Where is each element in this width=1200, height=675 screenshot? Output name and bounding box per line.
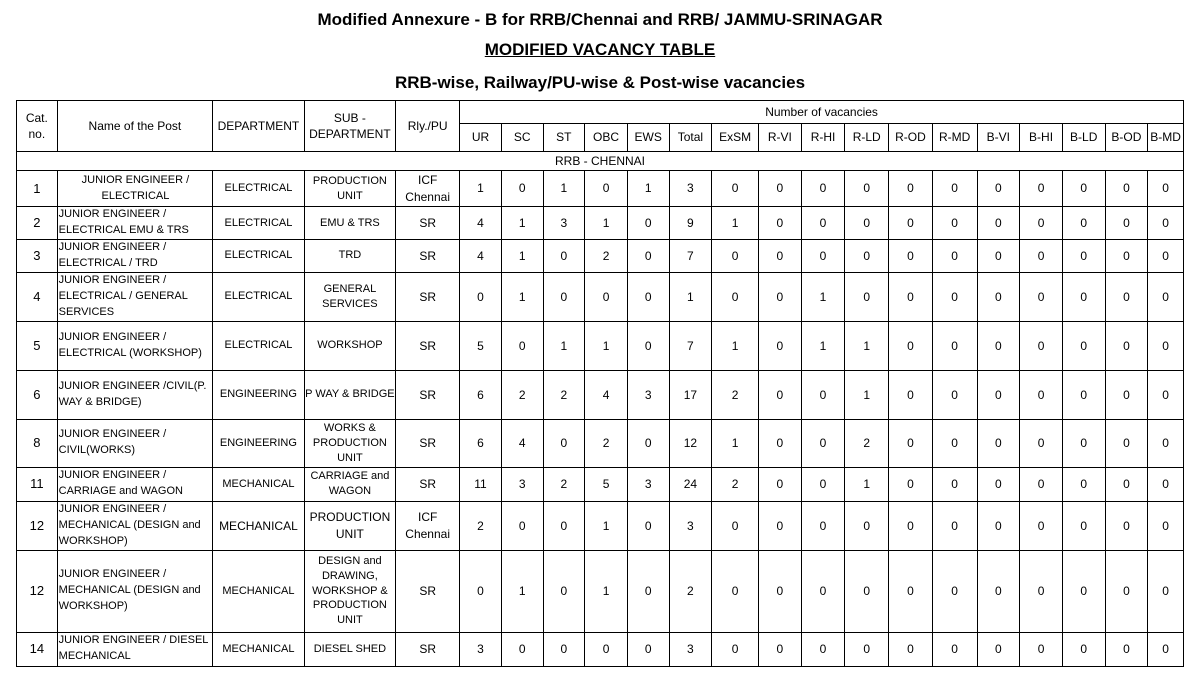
value-cell-exsm: 0 <box>712 632 759 666</box>
rly-cell: SR <box>396 321 460 370</box>
value-cell-b-ld: 0 <box>1062 171 1105 207</box>
value-cell-st: 1 <box>543 321 585 370</box>
sub-department-cell: PRODUCTION UNIT <box>304 171 395 207</box>
value-cell-r-ld: 0 <box>845 171 889 207</box>
value-cell-r-od: 0 <box>889 467 933 501</box>
rly-cell: ICF Chennai <box>396 501 460 550</box>
value-cell-r-md: 0 <box>932 207 977 240</box>
value-cell-r-hi: 0 <box>801 419 845 467</box>
value-cell-total: 9 <box>669 207 712 240</box>
value-cell-r-od: 0 <box>889 501 933 550</box>
value-cell-total: 3 <box>669 171 712 207</box>
rly-cell: SR <box>396 632 460 666</box>
value-cell-b-od: 0 <box>1105 501 1148 550</box>
value-cell-b-hi: 0 <box>1020 550 1063 632</box>
value-cell-b-hi: 0 <box>1020 501 1063 550</box>
header-number-of-vacancies: Number of vacancies <box>460 101 1184 124</box>
value-cell-r-ld: 0 <box>845 207 889 240</box>
value-cell-r-hi: 0 <box>801 207 845 240</box>
value-cell-b-od: 0 <box>1105 370 1148 419</box>
value-cell-r-vi: 0 <box>758 419 801 467</box>
value-cell-r-od: 0 <box>889 419 933 467</box>
value-cell-b-md: 0 <box>1148 207 1184 240</box>
value-cell-b-ld: 0 <box>1062 419 1105 467</box>
value-cell-r-hi: 0 <box>801 171 845 207</box>
department-cell: ENGINEERING <box>213 370 304 419</box>
value-cell-sc: 0 <box>501 501 543 550</box>
table-title: MODIFIED VACANCY TABLE <box>484 40 716 59</box>
value-cell-r-od: 0 <box>889 239 933 272</box>
value-cell-st: 0 <box>543 272 585 321</box>
rly-cell: SR <box>396 467 460 501</box>
value-cell-total: 24 <box>669 467 712 501</box>
header-col-sc: SC <box>501 124 543 152</box>
value-cell-obc: 1 <box>585 207 628 240</box>
value-cell-ur: 3 <box>460 632 502 666</box>
value-cell-b-od: 0 <box>1105 632 1148 666</box>
table-row <box>17 501 1184 550</box>
value-cell-r-od: 0 <box>889 272 933 321</box>
department-cell: MECHANICAL <box>213 550 304 632</box>
sub-department-cell: DIESEL SHED <box>304 632 395 666</box>
post-name-cell: JUNIOR ENGINEER /CIVIL(P. WAY & BRIDGE) <box>57 370 213 419</box>
value-cell-b-md: 0 <box>1148 467 1184 501</box>
rly-cell: SR <box>396 207 460 240</box>
rly-cell: SR <box>396 550 460 632</box>
value-cell-r-hi: 1 <box>801 272 845 321</box>
header-col-st: ST <box>543 124 585 152</box>
value-cell-b-md: 0 <box>1148 501 1184 550</box>
department-cell: ELECTRICAL <box>213 321 304 370</box>
cat-no-cell: 4 <box>17 272 58 321</box>
value-cell-b-vi: 0 <box>977 467 1020 501</box>
value-cell-b-hi: 0 <box>1020 321 1063 370</box>
value-cell-exsm: 0 <box>712 272 759 321</box>
value-cell-r-md: 0 <box>932 550 977 632</box>
header-col-ews: EWS <box>627 124 669 152</box>
value-cell-st: 0 <box>543 419 585 467</box>
header-sub-department: SUB - DEPARTMENT <box>304 101 395 152</box>
value-cell-b-md: 0 <box>1148 419 1184 467</box>
value-cell-r-hi: 0 <box>801 632 845 666</box>
post-name-cell: JUNIOR ENGINEER / CIVIL(WORKS) <box>57 419 213 467</box>
section-row <box>17 152 1184 171</box>
header-col-b-vi: B-VI <box>977 124 1020 152</box>
value-cell-b-od: 0 <box>1105 467 1148 501</box>
header-col-b-ld: B-LD <box>1062 124 1105 152</box>
value-cell-r-ld: 1 <box>845 321 889 370</box>
table-row <box>17 467 1184 501</box>
value-cell-obc: 1 <box>585 321 628 370</box>
value-cell-b-od: 0 <box>1105 419 1148 467</box>
value-cell-r-md: 0 <box>932 501 977 550</box>
value-cell-r-md: 0 <box>932 321 977 370</box>
value-cell-b-vi: 0 <box>977 632 1020 666</box>
value-cell-ews: 0 <box>627 501 669 550</box>
post-name-cell: JUNIOR ENGINEER / ELECTRICAL EMU & TRS <box>57 207 213 240</box>
value-cell-total: 3 <box>669 501 712 550</box>
value-cell-ur: 5 <box>460 321 502 370</box>
value-cell-st: 3 <box>543 207 585 240</box>
department-cell: ELECTRICAL <box>213 272 304 321</box>
value-cell-r-ld: 1 <box>845 467 889 501</box>
value-cell-b-vi: 0 <box>977 550 1020 632</box>
value-cell-st: 1 <box>543 171 585 207</box>
value-cell-ews: 0 <box>627 632 669 666</box>
value-cell-r-ld: 0 <box>845 550 889 632</box>
value-cell-b-hi: 0 <box>1020 171 1063 207</box>
header-col-r-od: R-OD <box>889 124 933 152</box>
value-cell-r-vi: 0 <box>758 321 801 370</box>
value-cell-ur: 6 <box>460 419 502 467</box>
sub-department-cell: WORKS & PRODUCTION UNIT <box>304 419 395 467</box>
value-cell-b-hi: 0 <box>1020 370 1063 419</box>
value-cell-r-od: 0 <box>889 370 933 419</box>
value-cell-r-hi: 0 <box>801 501 845 550</box>
value-cell-r-vi: 0 <box>758 239 801 272</box>
header-col-b-hi: B-HI <box>1020 124 1063 152</box>
value-cell-b-vi: 0 <box>977 207 1020 240</box>
value-cell-st: 0 <box>543 239 585 272</box>
post-name-cell: JUNIOR ENGINEER / ELECTRICAL / TRD <box>57 239 213 272</box>
value-cell-sc: 1 <box>501 272 543 321</box>
value-cell-r-vi: 0 <box>758 467 801 501</box>
value-cell-r-vi: 0 <box>758 272 801 321</box>
table-row <box>17 321 1184 370</box>
table-row <box>17 207 1184 240</box>
value-cell-b-ld: 0 <box>1062 632 1105 666</box>
post-name-cell: JUNIOR ENGINEER / MECHANICAL (DESIGN and WORKSHOP) <box>57 550 213 632</box>
value-cell-r-md: 0 <box>932 467 977 501</box>
header-col-r-hi: R-HI <box>801 124 845 152</box>
vacancy-table <box>16 100 1184 667</box>
cat-no-cell: 14 <box>17 632 58 666</box>
post-name-cell: JUNIOR ENGINEER / CARRIAGE and WAGON <box>57 467 213 501</box>
value-cell-b-od: 0 <box>1105 272 1148 321</box>
value-cell-obc: 2 <box>585 239 628 272</box>
department-cell: ELECTRICAL <box>213 239 304 272</box>
value-cell-exsm: 1 <box>712 419 759 467</box>
value-cell-obc: 1 <box>585 501 628 550</box>
value-cell-exsm: 2 <box>712 467 759 501</box>
cat-no-cell: 11 <box>17 467 58 501</box>
value-cell-r-ld: 0 <box>845 239 889 272</box>
sub-department-cell: P WAY & BRIDGE <box>304 370 395 419</box>
value-cell-exsm: 0 <box>712 171 759 207</box>
header-col-ur: UR <box>460 124 502 152</box>
value-cell-b-vi: 0 <box>977 501 1020 550</box>
cat-no-cell: 2 <box>17 207 58 240</box>
value-cell-r-hi: 0 <box>801 370 845 419</box>
value-cell-total: 17 <box>669 370 712 419</box>
value-cell-obc: 0 <box>585 171 628 207</box>
rly-cell: SR <box>396 272 460 321</box>
value-cell-r-ld: 0 <box>845 501 889 550</box>
value-cell-b-md: 0 <box>1148 321 1184 370</box>
value-cell-r-hi: 1 <box>801 321 845 370</box>
value-cell-r-od: 0 <box>889 321 933 370</box>
value-cell-total: 2 <box>669 550 712 632</box>
value-cell-b-vi: 0 <box>977 321 1020 370</box>
value-cell-b-ld: 0 <box>1062 321 1105 370</box>
post-name-cell: JUNIOR ENGINEER / DIESEL MECHANICAL <box>57 632 213 666</box>
value-cell-r-hi: 0 <box>801 239 845 272</box>
value-cell-r-od: 0 <box>889 550 933 632</box>
value-cell-b-md: 0 <box>1148 272 1184 321</box>
sub-department-cell: CARRIAGE and WAGON <box>304 467 395 501</box>
value-cell-sc: 1 <box>501 550 543 632</box>
header-col-b-od: B-OD <box>1105 124 1148 152</box>
department-cell: ENGINEERING <box>213 419 304 467</box>
value-cell-st: 0 <box>543 550 585 632</box>
header-rly: Rly./PU <box>396 101 460 152</box>
value-cell-sc: 2 <box>501 370 543 419</box>
sub-department-cell: PRODUCTION UNIT <box>304 501 395 550</box>
value-cell-sc: 0 <box>501 171 543 207</box>
value-cell-b-ld: 0 <box>1062 239 1105 272</box>
value-cell-st: 2 <box>543 467 585 501</box>
table-row <box>17 239 1184 272</box>
cat-no-cell: 12 <box>17 501 58 550</box>
post-name-cell: JUNIOR ENGINEER / ELECTRICAL <box>57 171 213 207</box>
value-cell-b-hi: 0 <box>1020 239 1063 272</box>
value-cell-ews: 0 <box>627 419 669 467</box>
cat-no-cell: 12 <box>17 550 58 632</box>
value-cell-sc: 4 <box>501 419 543 467</box>
value-cell-total: 3 <box>669 632 712 666</box>
value-cell-exsm: 0 <box>712 501 759 550</box>
value-cell-exsm: 2 <box>712 370 759 419</box>
header-post: Name of the Post <box>57 101 213 152</box>
value-cell-total: 7 <box>669 239 712 272</box>
value-cell-r-hi: 0 <box>801 550 845 632</box>
value-cell-b-od: 0 <box>1105 171 1148 207</box>
value-cell-b-ld: 0 <box>1062 550 1105 632</box>
department-cell: MECHANICAL <box>213 501 304 550</box>
header-col-total: Total <box>669 124 712 152</box>
value-cell-ur: 0 <box>460 272 502 321</box>
value-cell-obc: 4 <box>585 370 628 419</box>
department-cell: MECHANICAL <box>213 632 304 666</box>
sub-department-cell: GENERAL SERVICES <box>304 272 395 321</box>
value-cell-obc: 0 <box>585 632 628 666</box>
value-cell-st: 0 <box>543 632 585 666</box>
value-cell-ur: 0 <box>460 550 502 632</box>
value-cell-b-ld: 0 <box>1062 501 1105 550</box>
value-cell-ur: 4 <box>460 239 502 272</box>
value-cell-r-ld: 0 <box>845 632 889 666</box>
header-col-r-ld: R-LD <box>845 124 889 152</box>
value-cell-r-vi: 0 <box>758 501 801 550</box>
cat-no-cell: 3 <box>17 239 58 272</box>
value-cell-r-vi: 0 <box>758 632 801 666</box>
value-cell-b-md: 0 <box>1148 171 1184 207</box>
value-cell-total: 7 <box>669 321 712 370</box>
value-cell-b-ld: 0 <box>1062 207 1105 240</box>
value-cell-obc: 5 <box>585 467 628 501</box>
value-cell-sc: 1 <box>501 239 543 272</box>
sub-department-cell: TRD <box>304 239 395 272</box>
value-cell-sc: 3 <box>501 467 543 501</box>
value-cell-exsm: 1 <box>712 207 759 240</box>
value-cell-b-hi: 0 <box>1020 419 1063 467</box>
value-cell-ur: 2 <box>460 501 502 550</box>
value-cell-b-hi: 0 <box>1020 632 1063 666</box>
value-cell-r-vi: 0 <box>758 550 801 632</box>
value-cell-ews: 3 <box>627 467 669 501</box>
table-row <box>17 632 1184 666</box>
table-row <box>17 370 1184 419</box>
department-cell: ELECTRICAL <box>213 171 304 207</box>
value-cell-obc: 0 <box>585 272 628 321</box>
sub-department-cell: DESIGN and DRAWING, WORKSHOP & PRODUCTION UNIT <box>304 550 395 632</box>
value-cell-b-hi: 0 <box>1020 272 1063 321</box>
cat-no-cell: 8 <box>17 419 58 467</box>
value-cell-b-hi: 0 <box>1020 467 1063 501</box>
value-cell-ur: 4 <box>460 207 502 240</box>
value-cell-r-ld: 1 <box>845 370 889 419</box>
table-row <box>17 272 1184 321</box>
value-cell-b-md: 0 <box>1148 370 1184 419</box>
value-cell-ews: 0 <box>627 207 669 240</box>
value-cell-ews: 0 <box>627 272 669 321</box>
value-cell-b-vi: 0 <box>977 419 1020 467</box>
table-subtitle: RRB-wise, Railway/PU-wise & Post-wise vacancies <box>394 73 806 92</box>
department-cell: MECHANICAL <box>213 467 304 501</box>
value-cell-b-od: 0 <box>1105 550 1148 632</box>
value-cell-b-od: 0 <box>1105 239 1148 272</box>
section-label: RRB - CHENNAI <box>17 152 1184 171</box>
rly-cell: SR <box>396 419 460 467</box>
cat-no-cell: 6 <box>17 370 58 419</box>
value-cell-obc: 2 <box>585 419 628 467</box>
value-cell-b-md: 0 <box>1148 632 1184 666</box>
value-cell-ews: 0 <box>627 321 669 370</box>
value-cell-b-vi: 0 <box>977 272 1020 321</box>
post-name-cell: JUNIOR ENGINEER / ELECTRICAL (WORKSHOP) <box>57 321 213 370</box>
value-cell-ur: 1 <box>460 171 502 207</box>
table-row <box>17 419 1184 467</box>
value-cell-r-hi: 0 <box>801 467 845 501</box>
value-cell-r-md: 0 <box>932 370 977 419</box>
value-cell-b-vi: 0 <box>977 239 1020 272</box>
value-cell-r-ld: 2 <box>845 419 889 467</box>
value-cell-b-vi: 0 <box>977 370 1020 419</box>
value-cell-sc: 1 <box>501 207 543 240</box>
value-cell-r-vi: 0 <box>758 207 801 240</box>
value-cell-r-od: 0 <box>889 171 933 207</box>
value-cell-r-md: 0 <box>932 239 977 272</box>
value-cell-sc: 0 <box>501 321 543 370</box>
value-cell-r-md: 0 <box>932 171 977 207</box>
value-cell-exsm: 0 <box>712 550 759 632</box>
header-col-obc: OBC <box>585 124 628 152</box>
value-cell-exsm: 0 <box>712 239 759 272</box>
document-title: Modified Annexure - B for RRB/Chennai and RRB/ JAMMU-SRINAGAR <box>317 10 883 29</box>
value-cell-ews: 1 <box>627 171 669 207</box>
value-cell-r-vi: 0 <box>758 370 801 419</box>
value-cell-r-md: 0 <box>932 632 977 666</box>
value-cell-st: 0 <box>543 501 585 550</box>
value-cell-r-md: 0 <box>932 419 977 467</box>
value-cell-st: 2 <box>543 370 585 419</box>
value-cell-b-vi: 0 <box>977 171 1020 207</box>
sub-department-cell: EMU & TRS <box>304 207 395 240</box>
sub-department-cell: WORKSHOP <box>304 321 395 370</box>
rly-cell: SR <box>396 370 460 419</box>
value-cell-ews: 3 <box>627 370 669 419</box>
value-cell-b-hi: 0 <box>1020 207 1063 240</box>
table-row <box>17 171 1184 207</box>
value-cell-ur: 11 <box>460 467 502 501</box>
value-cell-b-ld: 0 <box>1062 467 1105 501</box>
header-cat-no: Cat. no. <box>17 101 58 152</box>
value-cell-r-ld: 0 <box>845 272 889 321</box>
post-name-cell: JUNIOR ENGINEER / ELECTRICAL / GENERAL SERVICES <box>57 272 213 321</box>
value-cell-ews: 0 <box>627 239 669 272</box>
value-cell-b-od: 0 <box>1105 207 1148 240</box>
value-cell-b-md: 0 <box>1148 239 1184 272</box>
cat-no-cell: 1 <box>17 171 58 207</box>
value-cell-ews: 0 <box>627 550 669 632</box>
value-cell-sc: 0 <box>501 632 543 666</box>
value-cell-ur: 6 <box>460 370 502 419</box>
header-col-b-md: B-MD <box>1148 124 1184 152</box>
rly-cell: SR <box>396 239 460 272</box>
header-department: DEPARTMENT <box>213 101 304 152</box>
value-cell-obc: 1 <box>585 550 628 632</box>
value-cell-b-ld: 0 <box>1062 370 1105 419</box>
table-row <box>17 550 1184 632</box>
header-col-exsm: ExSM <box>712 124 759 152</box>
value-cell-r-od: 0 <box>889 632 933 666</box>
value-cell-r-vi: 0 <box>758 171 801 207</box>
value-cell-exsm: 1 <box>712 321 759 370</box>
value-cell-b-ld: 0 <box>1062 272 1105 321</box>
value-cell-r-md: 0 <box>932 272 977 321</box>
header-col-r-vi: R-VI <box>758 124 801 152</box>
rly-cell: ICF Chennai <box>396 171 460 207</box>
value-cell-total: 1 <box>669 272 712 321</box>
value-cell-total: 12 <box>669 419 712 467</box>
header-col-r-md: R-MD <box>932 124 977 152</box>
post-name-cell: JUNIOR ENGINEER / MECHANICAL (DESIGN and WORKSHOP) <box>57 501 213 550</box>
department-cell: ELECTRICAL <box>213 207 304 240</box>
value-cell-r-od: 0 <box>889 207 933 240</box>
value-cell-b-md: 0 <box>1148 550 1184 632</box>
cat-no-cell: 5 <box>17 321 58 370</box>
value-cell-b-od: 0 <box>1105 321 1148 370</box>
